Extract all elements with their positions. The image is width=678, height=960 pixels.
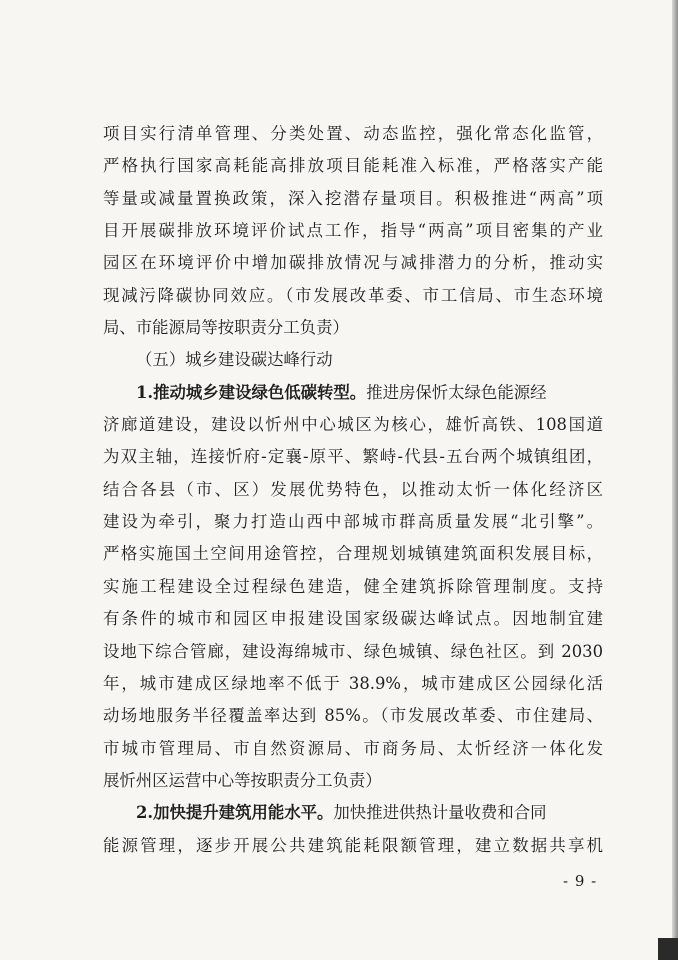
- line-text: 加快推进供热计量收费和合同: [333, 803, 547, 823]
- line-text: 严格实施国土空间用途管控，合理规划城镇建筑面积发展目标，: [103, 544, 603, 564]
- text-line: [103, 603, 603, 635]
- line-text: 项目实行清单管理、分类处置、动态监控，强化常态化监管，: [103, 124, 603, 143]
- text-line: [103, 830, 603, 862]
- line-text: 推进房保忻太绿色能源经: [366, 382, 547, 402]
- line-text: 设地下综合管廊，建设海绵城市、绿色城镇、绿色社区。到 2030: [103, 641, 603, 661]
- text-line: [103, 474, 603, 506]
- text-line: [103, 183, 603, 215]
- text-line: [103, 118, 603, 150]
- line-text: 建设为牵引，聚力打造山西中部城市群高质量发展“北引擎”。: [103, 512, 603, 532]
- line-text: 局、市能源局等按职责分工负责）: [103, 318, 349, 338]
- text-line: [103, 409, 603, 441]
- text-line: [103, 571, 603, 603]
- line-text: 园区在环境评价中增加碳排放情况与减排潜力的分析，推动实: [103, 253, 603, 273]
- text-line: [103, 733, 603, 765]
- line-text: 为双主轴，连接忻府-定襄-原平、繁峙-代县-五台两个城镇组团，: [103, 447, 603, 467]
- text-line: [103, 538, 603, 570]
- line-text: 动场地服务半径覆盖率达到 85%。（市发展改革委、市住建局、: [103, 706, 603, 726]
- text-line: [103, 506, 603, 538]
- paragraph-first-line: [103, 797, 603, 829]
- document-body: [103, 118, 603, 862]
- line-text: 现减污降碳协同效应。（市发展改革委、市工信局、市生态环境: [103, 285, 603, 305]
- text-line: [103, 312, 603, 344]
- text-line: [103, 636, 603, 668]
- line-text: 等量或减量置换政策，深入挖潜存量项目。积极推进“两高”项: [103, 188, 603, 208]
- text-line: [103, 441, 603, 473]
- line-text: 市城市管理局、市自然资源局、市商务局、太忻经济一体化发: [103, 738, 603, 758]
- line-text: 实施工程建设全过程绿色建造，健全建筑拆除管理制度。支持: [103, 576, 603, 596]
- paragraph-first-line: [103, 377, 603, 409]
- text-line: [103, 247, 603, 279]
- line-text: （五）城乡建设碳达峰行动: [136, 350, 333, 370]
- paragraph-bold-lead: 1.推动城乡建设绿色低碳转型。: [136, 382, 367, 402]
- line-text: 能源管理，逐步开展公共建筑能耗限额管理，建立数据共享机: [103, 835, 603, 855]
- line-text: 有条件的城市和园区申报建设国家级碳达峰试点。因地制宜建: [103, 609, 603, 629]
- line-text: 严格执行国家高耗能高排放项目能耗准入标准，严格落实产能: [103, 156, 603, 176]
- line-text: 年，城市建成区绿地率不低于 38.9%，城市建成区公园绿化活: [103, 673, 603, 693]
- scan-edge-shadow: [672, 0, 678, 960]
- text-line: [103, 280, 603, 312]
- paragraph-bold-lead: 2.加快提升建筑用能水平。: [136, 803, 334, 823]
- text-line: [103, 700, 603, 732]
- text-line: [103, 215, 603, 247]
- line-text: 结合各县（市、区）发展优势特色，以推动太忻一体化经济区: [103, 479, 603, 499]
- line-text: 展忻州区运营中心等按职责分工负责）: [103, 770, 382, 790]
- text-line: [103, 150, 603, 182]
- text-line: [103, 765, 603, 797]
- line-text: 目开展碳排放环境评价试点工作，指导“两高”项目密集的产业: [103, 221, 603, 241]
- section-heading: [103, 344, 603, 376]
- page-number: - 9 -: [563, 872, 598, 890]
- text-line: [103, 668, 603, 700]
- line-text: 济廊道建设，建设以忻州中心城区为核心，雄忻高铁、108国道: [103, 415, 603, 435]
- scan-corner-mark: [658, 938, 678, 960]
